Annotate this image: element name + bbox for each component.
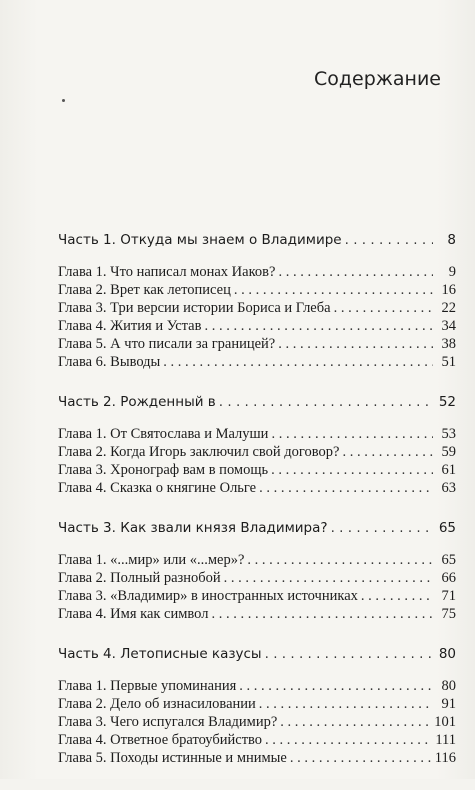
chapter-title: Глава 3. Три версии истории Бориса и Глеба (58, 300, 331, 316)
page-number: 22 (441, 300, 456, 316)
dot-leader (345, 232, 433, 248)
toc-part-heading (58, 394, 456, 420)
page-number: 9 (448, 264, 456, 280)
chapter-title: Глава 4. Жития и Устав (58, 318, 202, 334)
dot-leader (361, 588, 433, 605)
dot-leader (331, 520, 433, 536)
toc-chapter (58, 732, 456, 750)
toc-part-heading (58, 232, 456, 258)
dot-leader (259, 696, 433, 713)
chapter-title: Глава 1. От Святослава и Малуши (58, 426, 269, 442)
toc-chapter (58, 696, 456, 714)
toc-chapter (58, 714, 456, 732)
toc-part (58, 646, 456, 768)
page-number: 65 (441, 552, 456, 568)
page-number: 8 (447, 232, 456, 248)
page-number: 16 (441, 282, 456, 298)
page-number: 34 (441, 318, 456, 334)
page-number: 51 (441, 354, 456, 370)
toc-chapter (58, 300, 456, 318)
chapter-title: Глава 5. Походы истинные и мнимые (58, 750, 287, 766)
page-number: 66 (441, 570, 456, 586)
print-speck (62, 99, 65, 102)
dot-leader (271, 426, 433, 443)
chapter-title: Глава 3. Хронограф вам в помощь (58, 462, 269, 478)
toc-chapter (58, 282, 456, 300)
part-title: Часть 2. Рожденный в (58, 394, 216, 410)
toc-chapter (58, 678, 456, 696)
toc-chapter (58, 444, 456, 462)
toc-chapter (58, 606, 456, 624)
page-number: 111 (435, 732, 456, 748)
page-number: 91 (441, 696, 456, 712)
page-number: 101 (434, 714, 456, 730)
toc-part-heading (58, 520, 456, 546)
dot-leader (280, 714, 431, 731)
page-number: 38 (441, 336, 456, 352)
dot-leader (342, 444, 433, 461)
page-title: Содержание (314, 68, 441, 90)
chapter-title: Глава 4. Ответное братоубийство (58, 732, 263, 748)
dot-leader (290, 750, 432, 767)
dot-leader (163, 354, 433, 371)
chapter-title: Глава 1. Что написал монах Иаков? (58, 264, 276, 280)
dot-leader (271, 462, 433, 479)
part-title: Часть 3. Как звали князя Владимира? (58, 520, 328, 536)
toc-chapter (58, 588, 456, 606)
dot-leader (265, 732, 432, 749)
dot-leader (224, 570, 433, 587)
page-number: 53 (441, 426, 456, 442)
toc-chapter (58, 426, 456, 444)
page-number: 116 (434, 750, 456, 766)
page-number: 80 (438, 646, 456, 662)
chapter-title: Глава 3. «Владимир» в иностранных источниках (58, 588, 358, 604)
toc-part (58, 232, 456, 372)
toc-chapter (58, 570, 456, 588)
dot-leader (247, 552, 433, 569)
chapter-title: Глава 4. Сказка о княгине Ольге (58, 480, 257, 496)
toc-chapter (58, 354, 456, 372)
page-number: 59 (441, 444, 456, 460)
dot-leader (234, 282, 433, 299)
page-number: 63 (441, 480, 456, 496)
page-number: 52 (438, 394, 456, 410)
part-title: Часть 1. Откуда мы знаем о Владимире (58, 232, 342, 248)
dot-leader (219, 394, 433, 410)
dot-leader (334, 300, 433, 317)
chapter-title: Глава 2. Дело об изнасиловании (58, 696, 256, 712)
dot-leader (204, 318, 433, 335)
chapter-title: Глава 2. Когда Игорь заключил свой договор? (58, 444, 340, 460)
toc-chapter (58, 264, 456, 282)
toc-part (58, 394, 456, 498)
chapter-title: Глава 2. Полный разнобой (58, 570, 221, 586)
toc-part-heading (58, 646, 456, 672)
toc-chapter (58, 462, 456, 480)
table-of-contents (58, 232, 456, 790)
chapter-title: Глава 6. Выводы (58, 354, 161, 370)
page-number: 75 (441, 606, 456, 622)
toc-chapter (58, 552, 456, 570)
page-number: 61 (441, 462, 456, 478)
dot-leader (278, 336, 433, 353)
chapter-title: Глава 1. «...мир» или «...мер»? (58, 552, 245, 568)
page-number: 71 (441, 588, 456, 604)
dot-leader (211, 606, 433, 623)
dot-leader (265, 646, 433, 662)
toc-chapter (58, 336, 456, 354)
dot-leader (278, 264, 433, 281)
chapter-title: Глава 4. Имя как символ (58, 606, 209, 622)
page-number: 65 (438, 520, 456, 536)
dot-leader (239, 678, 433, 695)
toc-chapter (58, 318, 456, 336)
dot-leader (259, 480, 433, 497)
chapter-title: Глава 2. Врет как летописец (58, 282, 231, 298)
toc-chapter (58, 480, 456, 498)
page-number: 80 (441, 678, 456, 694)
part-title: Часть 4. Летописные казусы (58, 646, 262, 662)
chapter-title: Глава 1. Первые упоминания (58, 678, 237, 694)
chapter-title: Глава 5. А что писали за границей? (58, 336, 276, 352)
toc-part (58, 520, 456, 624)
chapter-title: Глава 3. Чего испугался Владимир? (58, 714, 278, 730)
toc-chapter (58, 750, 456, 768)
